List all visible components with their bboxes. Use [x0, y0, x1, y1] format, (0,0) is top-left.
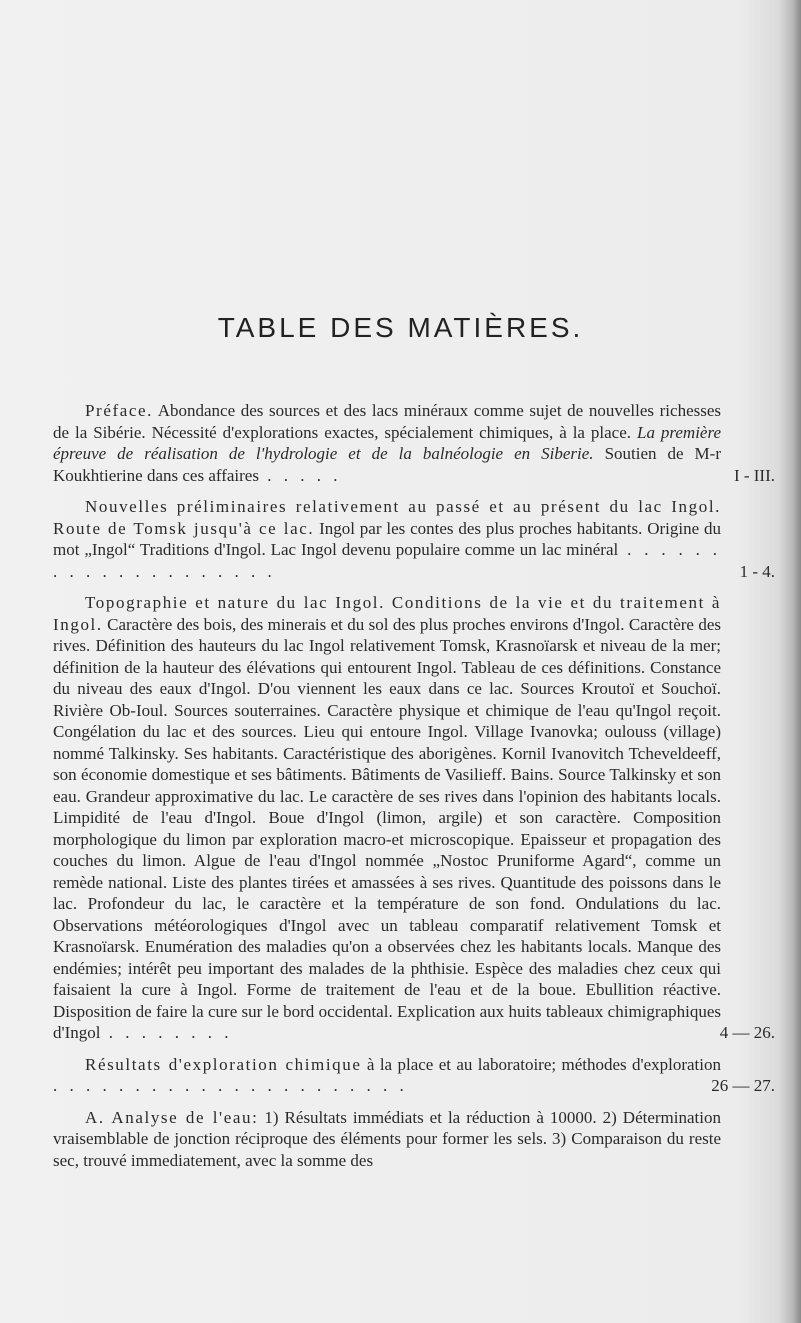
page-title: TABLE DES MATIÈRES. [217, 312, 584, 343]
table-of-contents [53, 400, 775, 1181]
toc-entry-lead: Topographie et nature du lac Ingol. Conditions de la vie et du traitement à Ingol. [53, 593, 721, 634]
toc-page-range: 1 - 4. [739, 561, 775, 581]
page-edge-shadow [779, 0, 801, 1323]
toc-entry-italic: La première épreuve de réalisation de l'hydrologie et de la balnéologie en Siberie. [53, 422, 721, 463]
toc-page-range: 26 — 27. [711, 1076, 775, 1095]
toc-entry-text: Ingol par les contes des plus proches habitants. Origine du mot „Ingol“ Traditions d'Ingol. Lac Ingol devenu populaire comme un lac minéral [53, 518, 722, 559]
toc-page-range: 4 — 26. [719, 1023, 775, 1042]
toc-entry-preface: Préface. Abondance des sources et des lacs minéraux comme sujet de nouvelles richesses de la Sibérie. Nécessité d'explorations exactes, spécialement chimiques, à la place. La première épreuve de réalisation de l'hydrologie et de la balnéologie en Siberie. Soutien de M-r Koukhtierine dans ces affaires . . . . . I - III. [53, 401, 775, 485]
toc-entry-text: Caractère des bois, des minerais et du sol des plus proches environs d'Ingol. Caractère des rives. Définition des hauteurs du lac Ingol relativement Tomsk, Krasnoïarsk et niveau de la mer; définition de la hauteur des élévations qui entourent Ingol. Tableau de ces définitions. Constance du niveau des eaux d'Ingol. D'ou viennent les eaux dans ce lac. Sources Kroutoï et Souchoï. Rivière Ob-Ioul. Sources souterraines. Caractère physique et chimique de l'eau qu'Ingol reçoit. Congélation du lac et des sources. Lieu qui entoure Ingol. Village Ivanovka; oulouss (village) nommé Talkinsky. Ses habitants. Caractéristique des aborigènes. Kornil Ivanovitch Tcheveldeeff, son économie domestique et ses bâtiments. Bâtiments de Vasilieff. Bains. Source Talkinsky et son eau. Grandeur approximative du lac. Le caractère de ses rives dans l'opinion des habitants locals. Limpidité de l'eau d'Ingol. Boue d'Ingol (limon, argile) et son caractère. Composition morphologique du limon par exploration macro-et microscopique. Epaisseur et propagation des couches du limon. Algue de l'eau d'Ingol nommée „Nostoc Pruniforme Agard“, comme un remède national. Liste des plantes tirées et amassées à ses rives. Quantitude des poissons dans le lac. Profondeur du lac, le caractère et la température de son fond. Ondulations du lac. Observations météorologiques d'Ingol avec un tableau comparatif relativement Tomsk et Krasnoïarsk. Enumération des maladies qu'on a observées chez les habitants locals. Manque des endémies; intérêt peu important des malades de la phthisie. Espèce des maladies chez ceux qui faisaient la cure à Ingol. Forme de traitement de l'eau et de la boue. Ebullition réactive. Disposition de faire la cure sur le bord occidental. Explication aux huits tableaux chimigraphiques d'Ingol [53, 614, 721, 1042]
toc-entry-lead: A. Analyse de l'eau: [85, 1107, 259, 1127]
toc-entry-lead: Résultats d'exploration chimique [85, 1054, 362, 1074]
toc-entry-nouvelles: Nouvelles préliminaires relativement au passé et au présent du lac Ingol. Route de Tomsk jusqu'à ce lac. Ingol par les contes des plus proches habitants. Origine du mot „Ingol“ Traditions d'Ingol. Lac Ingol devenu populaire comme un lac minéral . . . . . . . . . . . . . . . . . . . . 1 - 4. [53, 497, 775, 581]
toc-entry-lead: Nouvelles préliminaires relativement au passé et au présent du lac Ingol. Route de Tomsk jusqu'à ce lac. [53, 497, 721, 538]
toc-entry-text: 1) Résultats immédiats et la réduction à 10000. 2) Détermination vraisemblable de jonction réciproque des éléments pour former les sels. 3) Comparaison du reste sec, trouvé immediatement, avec la somme des [53, 1107, 721, 1170]
toc-entry-topographie: Topographie et nature du lac Ingol. Conditions de la vie et du traitement à Ingol. Caractère des bois, des minerais et du sol des plus proches environs d'Ingol. Caractère des rives. Définition des hauteurs du lac Ingol relativement Tomsk, Krasnoïarsk et niveau de la mer; définition de la hauteur des élévations qui entourent Ingol. Tableau de ces définitions. Constance du niveau des eaux d'Ingol. D'ou viennent les eaux dans ce lac. Sources Kroutoï et Souchoï. Rivière Ob-Ioul. Sources souterraines. Caractère physique et chimique de l'eau qu'Ingol reçoit. Congélation du lac et des sources. Lieu qui entoure Ingol. Village Ivanovka; oulouss (village) nommé Talkinsky. Ses habitants. Caractéristique des aborigènes. Kornil Ivanovitch Tcheveldeeff, son économie domestique et ses bâtiments. Bâtiments de Vasilieff. Bains. Source Talkinsky et son eau. Grandeur approximative du lac. Le caractère de ses rives dans l'opinion des habitants locals. Limpidité de l'eau d'Ingol. Boue d'Ingol (limon, argile) et son caractère. Composition morphologique du limon par exploration macro-et microscopique. Epaisseur et propagation des couches du limon. Algue de l'eau d'Ingol nommée „Nostoc Pruniforme Agard“, comme un remède national. Liste des plantes tirées et amassées à ses rives. Quantitude des poissons dans le lac. Profondeur du lac, le caractère et la température de son fond. Ondulations du lac. Observations météorologiques d'Ingol avec un tableau comparatif relativement Tomsk et Krasnoïarsk. Enumération des maladies qu'on a observées chez les habitants locals. Manque des endémies; intérêt peu important des malades de la phthisie. Espèce des maladies chez ceux qui faisaient la cure à Ingol. Forme de traitement de l'eau et de la boue. Ebullition réactive. Disposition de faire la cure sur le bord occidental. Explication aux huits tableaux chimigraphiques d'Ingol . . . . . . . . 4 — 26. [53, 593, 775, 1042]
toc-entry-tail: Soutien de M-r Koukhtierine dans ces affaires [53, 444, 721, 485]
toc-entry-analyse [53, 1107, 765, 1172]
toc-entry-lead: Préface. [85, 401, 154, 420]
toc-entry-text: à la place et au laboratoire; méthodes d'exploration [366, 1054, 721, 1074]
toc-page-range: I - III. [733, 465, 775, 485]
toc-entry-resultats: Résultats d'exploration chimique à la place et au laboratoire; méthodes d'exploration . . . . . . . . . . . . . . . . . . . . . . 26 — 27. [53, 1054, 775, 1095]
toc-entry-text: Abondance des sources et des lacs minéraux comme sujet de nouvelles richesses de la Sibérie. Nécessité d'explorations exactes, spécialement chimiques, à la place. [53, 401, 722, 442]
